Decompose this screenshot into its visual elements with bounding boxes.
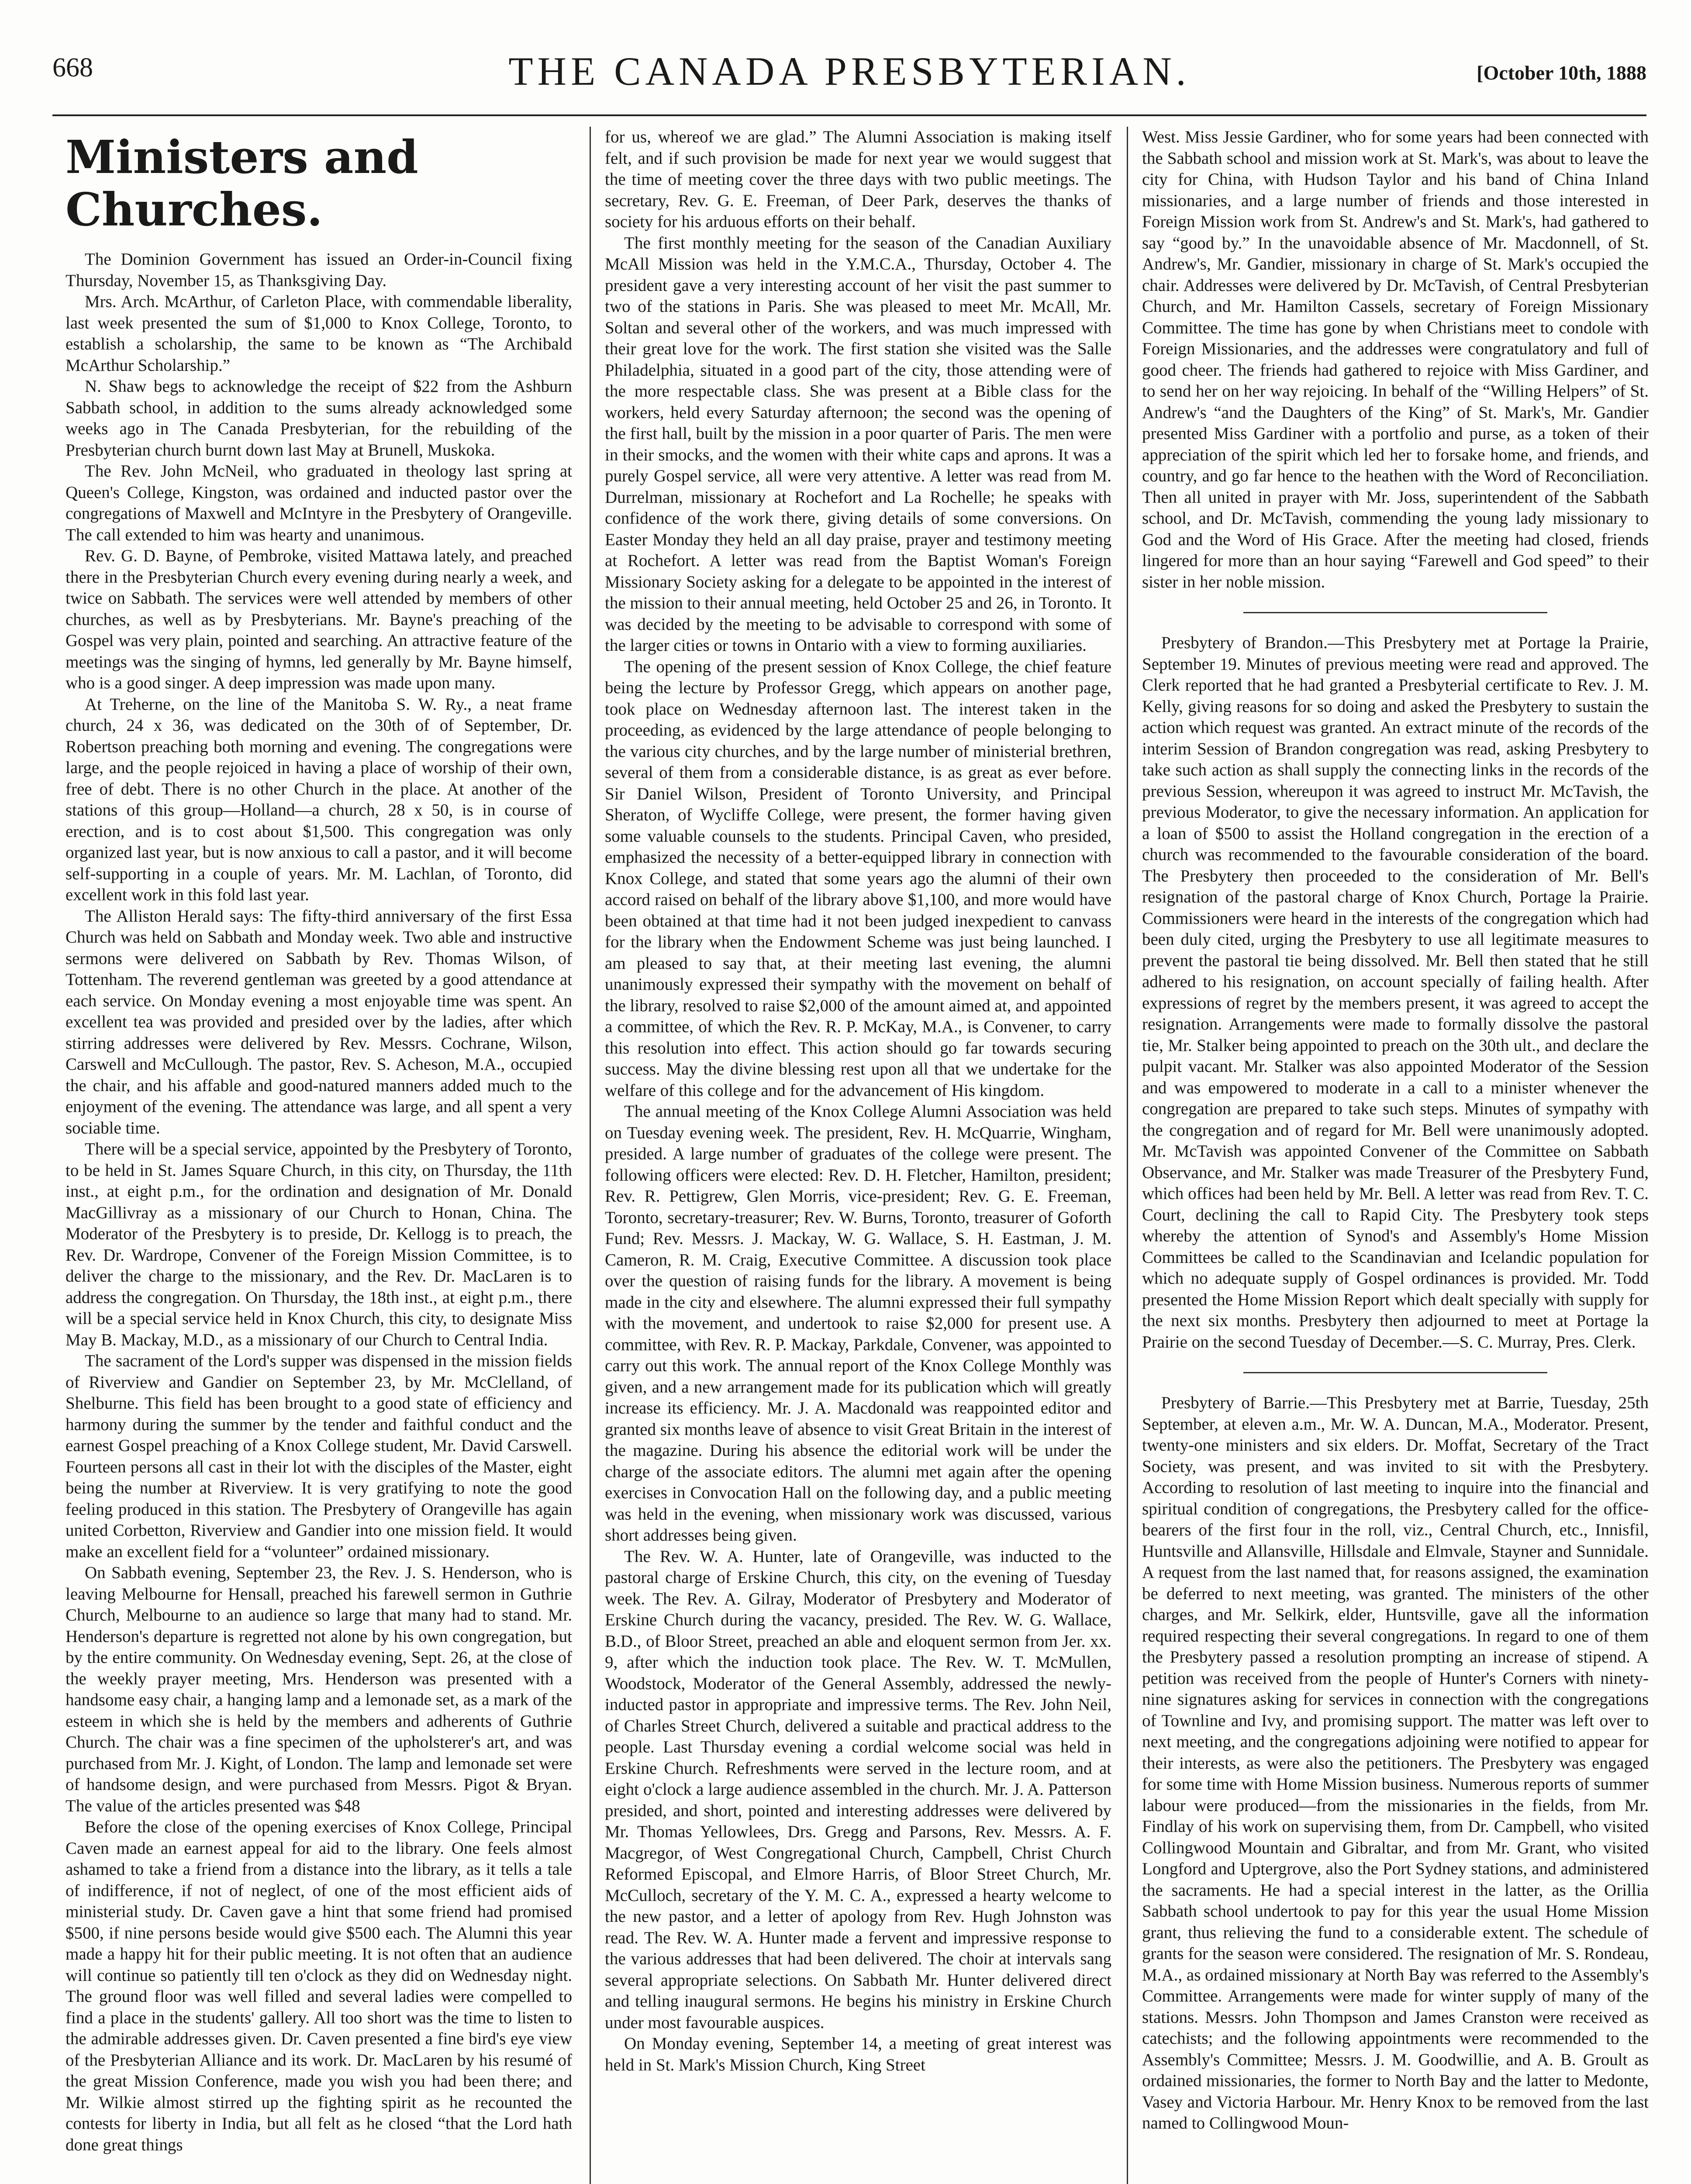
article-paragraph: The Dominion Government has issued an Order-in-Council fixing Thursday, November 15, as Thanksgiving Day. (66, 250, 572, 290)
column-2 (605, 127, 1111, 2184)
article-paragraph: N. Shaw begs to acknowledge the receipt of $22 from the Ashburn Sabbath school, in addition to the sums already acknowledged some weeks ago in The Canada Presbyterian, for the rebuilding of the Presbyterian church burnt down last May at Brunell, Muskoka. (66, 377, 572, 460)
header-rule (52, 114, 1646, 116)
article-paragraph: for us, whereof we are glad.” The Alumni Association is making itself felt, and if such provision be made for next year we would suggest that the time of meeting cover the three days with two public meetings. The secretary, Rev. G. E. Freeman, of Deer Park, deserves the thanks of society for his arduous efforts on their behalf. (605, 128, 1111, 231)
column-divider (590, 127, 591, 2184)
article-paragraph: Presbytery of Barrie.—This Presbytery met at Barrie, Tuesday, 25th September, at eleven a.m., Mr. W. A. Duncan, M.A., Moderator. Present, twenty-one ministers and six elders. Dr. Moffat, Secretary of the Tract Society, was present, and was invited to sit with the Presbytery. According to resolution of last meeting to inquire into the financial and spiritual condition of congregations, the Presbytery called for the office-bearers of the first four in the roll, viz., Central Church, etc., Innisfil, Huntsville and Allansville, Hillsdale and Elmvale, Stayner and Sunnidale. A request from the last named that, for reasons assigned, the examination be deferred to next meeting, was granted. The ministers of the other charges, and Mr. Selkirk, elder, Huntsville, gave all the information required respecting their several congregations. In regard to one of them the Presbytery passed a resolution prompting an increase of stipend. A petition was received from the people of Hunter's Corners with ninety-nine signatures asking for services in connection with the congregations of Townline and Ivy, and promising support. The matter was left over to next meeting, and the congregations adjoining were notified to appear for their interests, as were also the petitioners. The Presbytery was engaged for some time with Home Mission business. Numerous reports of summer labour were produced—from the missionaries in the fields, from Mr. Findlay of his work on supervising them, from Dr. Campbell, who visited Collingwood Mountain and Gibraltar, and from Mr. Grant, who visited Longford and Uptergrove, also the Port Sydney stations, and administered the sacraments. He had a special interest in the latter, as the Orillia Sabbath school undertook to pay for this year the usual Home Mission grant, thus relieving the fund to a considerable extent. The schedule of grants for the season were considered. The resignation of Mr. S. Rondeau, M.A., as ordained missionary at North Bay was referred to the Assembly's Committee. Arrangements were made for winter supply of many of the stations. Messrs. John Thompson and James Cranston were received as catechists; and the following appointments were recommended to the Assembly's Committee; Messrs. J. M. Goodwillie, and A. B. Groult as ordained missionaries, the former to North Bay and the latter to Medonte, Vasey and Victoria Harbour. Mr. Henry Knox to be removed from the last named to Collingwood Moun- (1142, 1393, 1649, 2132)
article-paragraph: The sacrament of the Lord's supper was dispensed in the mission fields of Riverview and Gandier on September 23, by Mr. McClelland, of Shelburne. This field has been brought to a good state of efficiency and harmony during the summer by the tender and faithful conduct and the earnest Gospel preaching of a Knox College student, Mr. David Carswell. Fourteen persons all cast in their lot with the disciples of the Master, eight being the number at Riverview. It is very gratifying to note the good feeling produced in this station. The Presbytery of Orangeville has again united Corbetton, Riverview and Gandier into one mission field. It would make an excellent field for a “volunteer” ordained missionary. (66, 1351, 572, 1561)
article-paragraph: Presbytery of Brandon.—This Presbytery met at Portage la Prairie, September 19. Minutes of previous meeting were read and approved. The Clerk reported that he had granted a Presbyterial certificate to Rev. J. M. Kelly, giving reasons for so doing and asked the Presbytery to sustain the action which request was granted. An extract minute of the records of the interim Session of Brandon congregation was read, asking Presbytery to take such action as shall supply the connecting links in the records of the previous Session, whereupon it was agreed to instruct Mr. McTavish, the previous Moderator, to give the necessary information. An application for a loan of $500 to assist the Holland congregation in the erection of a church was recommended to the favourable consideration of the board. The Presbytery then proceeded to the consideration of Mr. Bell's resignation of the pastoral charge of Knox Church, Portage la Prairie. Commissioners were heard in the interests of the congregation which had been duly cited, urging the Presbytery to use all legitimate measures to prevent the pastoral tie being dissolved. Mr. Bell then stated that he still adhered to his resignation, on account specially of failing health. After expressions of regret by the members present, it was agreed to accept the resignation. Arrangements were made to formally dissolve the pastoral tie, Mr. Stalker being appointed to preach on the 30th ult., and declare the pulpit vacant. Mr. Stalker was also appointed Moderator of the Session and was empowered to moderate in a call to a minister whenever the congregation are prepared to take such steps. Minutes of sympathy with the congregation and of regard for Mr. Bell were unanimously adopted. Mr. McTavish was appointed Convener of the Committee on Sabbath Observance, and Mr. Stalker was made Treasurer of the Presbytery Fund, which offices had been held by Mr. Bell. A letter was read from Rev. T. C. Court, declining the call to Rapid City. The Presbytery took steps whereby the attention of Synod's and Assembly's Home Mission Committees be called to the Scandinavian and Icelandic population for which no adequate supply of Gospel ordinances is provided. Mr. Todd presented the Home Mission Report which dealt specially with supply for the next six months. Presbytery then adjourned to meet at Portage la Prairie on the second Tuesday of December.—S. C. Murray, Pres. Clerk. (1142, 633, 1649, 1351)
section-title: Ministers and Churches. (66, 130, 418, 236)
section-separator (1243, 612, 1547, 613)
column-1-body (66, 249, 572, 2156)
article-paragraph: The opening of the present session of Knox College, the chief feature being the lecture by Professor Gregg, which appears on another page, took place on Wednesday afternoon last. The interest taken in the proceeding, as evidenced by the large attendance of people belonging to the various city churches, and by the large number of ministerial brethren, several of them from a considerable distance, is as great as ever before. Sir Daniel Wilson, President of Toronto University, and Principal Sheraton, of Wycliffe College, were present, the former having given some valuable counsels to the students. Principal Caven, who presided, emphasized the necessity of a better-equipped library in connection with Knox College, and stated that some years ago the alumni of their own accord raised on behalf of the library above $1,100, and more would have been obtained at that time had it not been judged inexpedient to canvass for the library when the Endowment Scheme was just being launched. I am pleased to say that, at their meeting last evening, the alumni unanimously expressed their sympathy with the movement on behalf of the library, resolved to raise $2,000 of the amount aimed at, and appointed a committee, of which the Rev. R. P. McKay, M.A., is Convener, to carry this resolution into effect. This action should go far towards securing success. May the divine blessing rest upon all that we undertake for the welfare of this college and for the advancement of His kingdom. (605, 657, 1111, 1100)
column-3-body (1142, 127, 1649, 2134)
column-divider (1127, 127, 1128, 2184)
column-3 (1142, 127, 1649, 2184)
section-separator (1243, 1372, 1547, 1373)
article-paragraph: The annual meeting of the Knox College Alumni Association was held on Tuesday evening week. The president, Rev. H. McQuarrie, Wingham, presided. A large number of graduates of the college were present. The following officers were elected: Rev. D. H. Fletcher, Hamilton, president; Rev. R. Pettigrew, Glen Morris, vice-president; Rev. G. E. Freeman, Toronto, secretary-treasurer; Rev. W. Burns, Toronto, treasurer of Goforth Fund; Rev. Messrs. J. Mackay, W. G. Wallace, S. H. Eastman, J. M. Cameron, R. M. Craig, Executive Committee. A discussion took place over the question of raising funds for the library. A movement is being made in the city and elsewhere. The alumni expressed their full sympathy with the movement, and undertook to raise $2,000 for present use. A committee, with Rev. R. P. Mackay, Parkdale, Convener, was appointed to carry out this work. The annual report of the Knox College Monthly was given, and a new arrangement made for its publication which will greatly increase its efficiency. Mr. J. A. Macdonald was reappointed editor and granted six months leave of absence to visit Great Britain in the interest of the magazine. During his absence the editorial work will be under the charge of the associate editors. The alumni met again after the opening exercises in Convocation Hall on the following day, and a public meeting was held in the evening, when missionary work was discussed, various short addresses being given. (605, 1102, 1111, 1545)
article-paragraph: The Rev. John McNeil, who graduated in theology last spring at Queen's College, Kingston, was ordained and inducted pastor over the congregations of Maxwell and McIntyre in the Presbytery of Orangeville. The call extended to him was hearty and unanimous. (66, 462, 572, 544)
article-paragraph: West. Miss Jessie Gardiner, who for some years had been connected with the Sabbath school and mission work at St. Mark's, was about to leave the city for China, with Hudson Taylor and his band of China Inland missionaries, and a large number of friends and those interested in Foreign Mission work from St. Andrew's and St. Mark's, had gathered to say “good by.” In the unavoidable absence of Mr. Macdonnell, of St. Andrew's, Mr. Gandier, missionary in charge of St. Mark's occupied the chair. Addresses were delivered by Dr. McTavish, of Central Presbyterian Church, and Mr. Hamilton Cassels, secretary of Foreign Missionary Committee. The time has gone by when Christians meet to condole with Foreign Missionaries, and the addresses were congratulatory and full of good cheer. The friends had gathered to rejoice with Miss Gardiner, and to send her on her way rejoicing. In behalf of the “Willing Helpers” of St. Andrew's “and the Daughters of the King” of St. Mark's, Mr. Gandier presented Miss Gardiner with a portfolio and purse, as a token of their appreciation of the spirit which led her to forsake home, and friends, and country, and go far hence to the heathen with the Word of Reconciliation. Then all united in prayer with Mr. Joss, superintendent of the Sabbath school, and Dr. McTavish, commending the young lady missionary to God and the Word of His Grace. After the meeting had closed, friends lingered for more than an hour saying “Farewell and God speed” to their sister in her noble mission. (1142, 128, 1649, 591)
article-paragraph: The first monthly meeting for the season of the Canadian Auxiliary McAll Mission was held in the Y.M.C.A., Thursday, October 4. The president gave a very interesting account of her visit the past summer to two of the stations in Paris. She was pleased to meet Mr. McAll, Mr. Soltan and several other of the workers, and was much impressed with their great love for the work. The first station she visited was the Salle Philadelphia, situated in a good part of the city, those attending were of the more respectable class. She was present at a Bible class for the workers, held every Saturday afternoon; the second was the opening of the first hall, built by the mission in a poor quarter of Paris. The men were in their smocks, and the women with their white caps and aprons. It was a purely Gospel service, all were very attentive. A letter was read from M. Durrelman, missionary at Rochefort and La Rochelle; he speaks with confidence of the work there, giving details of some conversions. On Easter Monday they held an all day praise, prayer and testimony meeting at Rochefort. A letter was read from the Baptist Woman's Foreign Missionary Society asking for a delegate to be appointed in the interest of the mission to their annual meeting, held October 25 and 26, in Toronto. It was decided by the meeting to be advisable to correspond with some of the larger cities or towns in Ontario with a view to forming auxiliaries. (605, 233, 1111, 655)
article-paragraph: The Rev. W. A. Hunter, late of Orangeville, was inducted to the pastoral charge of Erskine Church, this city, on the evening of Tuesday week. The Rev. A. Gilray, Moderator of Presbytery and Moderator of Erskine Church during the vacancy, presided. The Rev. W. G. Wallace, B.D., of Bloor Street, preached an able and eloquent sermon from Jer. xx. 9, after which the induction took place. The Rev. W. T. McMullen, Woodstock, Moderator of the General Assembly, addressed the newly-inducted pastor in appropriate and impressive terms. The Rev. John Neil, of Charles Street Church, delivered a suitable and practical address to the people. Last Thursday evening a cordial welcome social was held in Erskine Church. Refreshments were served in the lecture room, and at eight o'clock a large audience assembled in the church. Mr. J. A. Patterson presided, and short, pointed and interesting addresses were delivered by Mr. Thomas Yellowlees, Drs. Gregg and Parsons, Rev. Messrs. A. F. Macgregor, of West Congregational Church, Campbell, Christ Church Reformed Episcopal, and Elmore Harris, of Bloor Street Church, Mr. McCulloch, secretary of the Y. M. C. A., expressed a hearty welcome to the new pastor, and a letter of apology from Rev. Hugh Johnston was read. The Rev. W. A. Hunter made a fervent and impressive response to the various addresses that had been delivered. The choir at intervals sang several appropriate selections. On Sabbath Mr. Hunter delivered direct and telling inaugural sermons. He begins his ministry in Erskine Church under most favourable auspices. (605, 1547, 1111, 2032)
article-paragraph: On Sabbath evening, September 23, the Rev. J. S. Henderson, who is leaving Melbourne for Hensall, preached his farewell sermon in Guthrie Church, Melbourne to an audience so large that many had to stand. Mr. Henderson's departure is regretted not alone by his own congregation, but by the entire community. On Wednesday evening, Sept. 26, at the close of the weekly prayer meeting, Mrs. Henderson was presented with a handsome easy chair, a hanging lamp and a lemonade set, as a mark of the esteem in which she is held by the members and adherents of Guthrie Church. The chair was a fine specimen of the upholsterer's art, and was purchased from Mr. J. Kight, of London. The lamp and lemonade set were of handsome design, and were purchased from Messrs. Pigot & Bryan. The value of the articles presented was $48 (66, 1563, 572, 1815)
column-1 (66, 127, 572, 2184)
issue-date: [October 10th, 1888 (1477, 62, 1646, 84)
article-paragraph: At Treherne, on the line of the Manitoba S. W. Ry., a neat frame church, 24 x 36, was dedicated on the 30th of of September, Dr. Robertson preaching both morning and evening. The congregations were large, and the people rejoiced in having a place of worship of their own, free of debt. There is no other Church in the place. At another of the stations of this group—Holland—a church, 28 x 50, is in course of erection, and is to cost about $1,500. This congregation was only organized last year, but is now anxious to call a pastor, and it will become self-supporting in a couple of years. Mr. M. Lachlan, of Toronto, did excellent work in this fold last year. (66, 695, 572, 904)
page-number: 668 (52, 53, 93, 83)
article-paragraph: Rev. G. D. Bayne, of Pembroke, visited Mattawa lately, and preached there in the Presbyterian Church every evening during nearly a week, and twice on Sabbath. The services were well attended by members of other churches, as well as by Presbyterians. Mr. Bayne's preaching of the Gospel was very plain, pointed and searching. An attractive feature of the meetings was the singing of hymns, led generally by Mr. Bayne himself, who is a good singer. A deep impression was made upon many. (66, 546, 572, 692)
article-paragraph: The Alliston Herald says: The fifty-third anniversary of the first Essa Church was held on Sabbath and Monday week. Two able and instructive sermons were delivered on Sabbath by Rev. Thomas Wilson, of Tottenham. The reverend gentleman was greeted by a good attendance at each service. On Monday evening a most enjoyable time was spent. An excellent tea was provided and presided over by the ladies, after which stirring addresses were delivered by Rev. Messrs. Cochrane, Wilson, Carswell and McCullough. The pastor, Rev. S. Acheson, M.A., occupied the chair, and his affable and good-natured manners added much to the enjoyment of the evening. The attendance was large, and all spent a very sociable time. (66, 906, 572, 1137)
article-paragraph: Before the close of the opening exercises of Knox College, Principal Caven made an earnest appeal for aid to the library. One feels almost ashamed to take a friend from a distance into the library, as it tells a tale of indifference, if not of neglect, of one of the most efficient aids of ministerial study. Dr. Caven gave a hint that some friend had promised $500, if nine persons beside would give $500 each. The Alumni this year made a happy hit for their public meeting. It is not often that an audience will continue so patiently till ten o'clock as they did on Wednesday night. The ground floor was well filled and several ladies were compelled to find a place in the students' gallery. All too short was the time to listen to the admirable addresses given. Dr. Caven presented a fine bird's eye view of the Presbyterian Alliance and its work. Dr. MacLaren by his resumé of the great Mission Conference, made you wish you had been there; and Mr. Wilkie almost stirred up the fighting spirit as he recounted the contests for liberty in India, but all felt as he closed “that the Lord hath done great things (66, 1818, 572, 2154)
article-paragraph: On Monday evening, September 14, a meeting of great interest was held in St. Mark's Mission Church, King Street (605, 2034, 1111, 2074)
article-paragraph: Mrs. Arch. McArthur, of Carleton Place, with commendable liberality, last week presented the sum of $1,000 to Knox College, Toronto, to establish a scholarship, the same to be known as “The Archibald McArthur Scholarship.” (66, 292, 572, 375)
journal-title: THE CANADA PRESBYTERIAN. (508, 49, 1191, 93)
article-paragraph: There will be a special service, appointed by the Presbytery of Toronto, to be held in St. James Square Church, in this city, on Thursday, the 11th inst., at eight p.m., for the ordination and designation of Mr. Donald MacGillivray as a missionary of our Church to Honan, China. The Moderator of the Presbytery is to preside, Dr. Kellogg is to preach, the Rev. Dr. Wardrope, Convener of the Foreign Mission Committee, is to deliver the charge to the missionary, and the Rev. Dr. MacLaren is to address the congregation. On Thursday, the 18th inst., at eight p.m., there will be a special service held in Knox Church, this city, to designate Miss May B. Mackay, M.D., as a missionary of our Church to Central India. (66, 1140, 572, 1349)
masthead (52, 48, 1646, 109)
column-2-body (605, 127, 1111, 2076)
